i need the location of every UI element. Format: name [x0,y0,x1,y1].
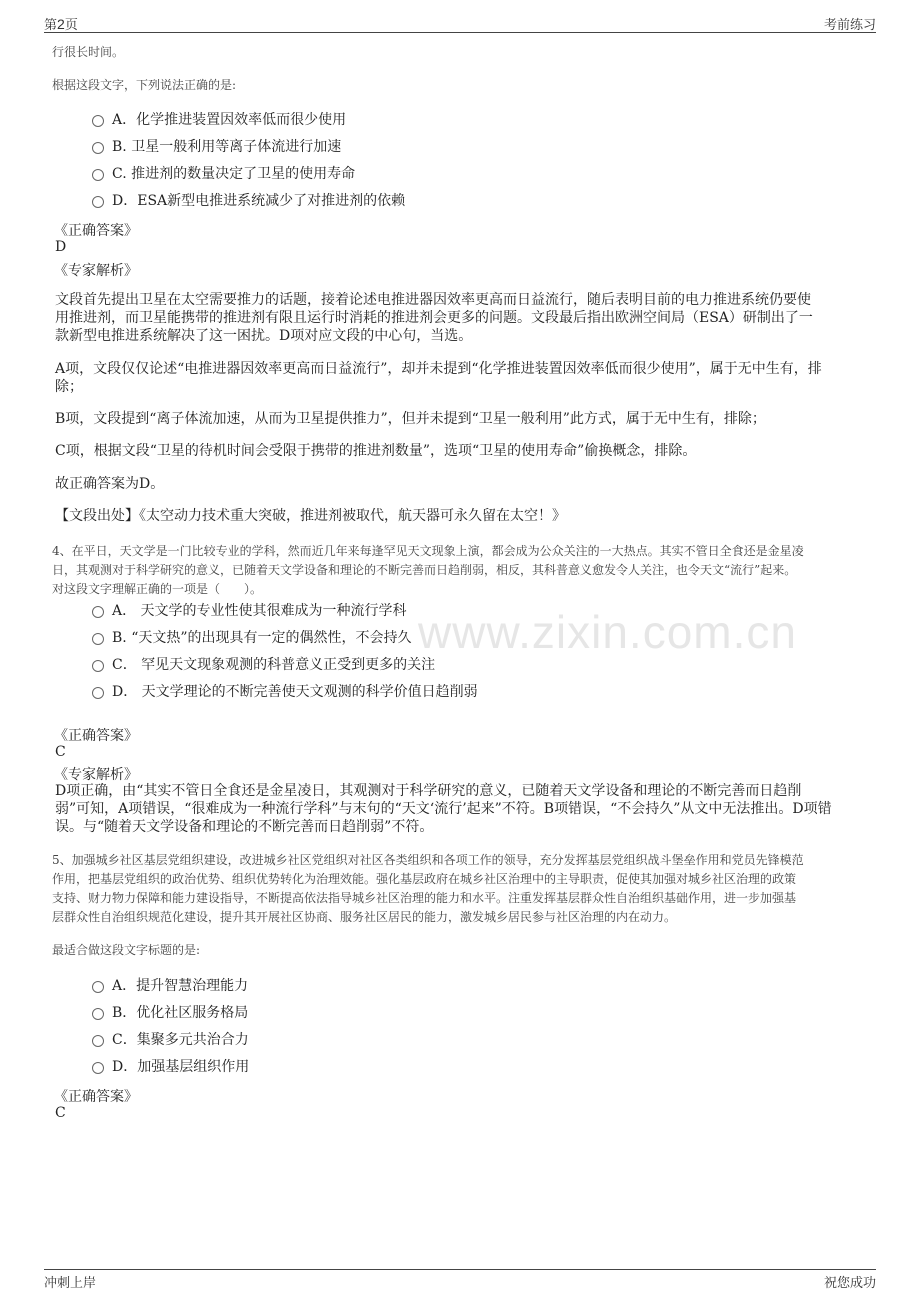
q4-analysis-line: D项正确，由“其实不管日全食还是金星凌日，其观测对于科学研究的意义，已随着天文学设备和理论的不断完善而日趋削 [55,783,802,799]
q3-conclusion: 故正确答案为D。 [55,476,165,492]
q3-prompt: 根据这段文字，下列说法正确的是: [52,78,237,92]
q5-option-c[interactable]: C．集聚多元共治合力 [92,1030,249,1050]
q4-answer-label: 《正确答案》 [54,728,138,744]
q3-analysis-b: B项，文段提到“离子体流加速，从而为卫星提供推力”，但并未提到“卫星一般利用”此方式，属于无中生有，排除； [55,411,766,427]
q3-option-d[interactable]: D．ESA新型电推进系统减少了对推进剂的依赖 [92,191,405,211]
q5-stem-line: 层群众性自治组织规范化建设，提升其开展社区协商、服务社区居民的能力，激发城乡居民参与社区治理的内在动力。 [52,910,677,924]
page-number: 第2页 [44,16,78,33]
radio-icon[interactable] [92,981,104,993]
q5-stem-line: 支持、财力物力保障和能力建设指导，不断提高依法指导城乡社区治理的能力和水平。注重发挥基层群众性自治组织基础作用，进一步加强基 [52,891,797,905]
q3-analysis-c: C项，根据文段“卫星的待机时间会受限于携带的推进剂数量”，选项“卫星的使用寿命”偷换概念，排除。 [55,443,697,459]
q3-analysis-line: 款新型电推进系统解决了这一困扰。D项对应文段的中心句，当选。 [55,328,473,344]
q3-analysis-line: 用推进剂，而卫星能携带的推进剂有限且运行时消耗的推进剂会更多的问题。文段最后指出欧洲空间局（ESA）研制出了一 [55,310,813,326]
watermark: www.zixin.com.cn [418,606,797,658]
q5-answer: C [55,1105,66,1121]
footer-right-text: 祝您成功 [823,1276,876,1291]
q3-answer: D [55,239,67,255]
q5-option-b[interactable]: B．优化社区服务格局 [92,1003,248,1023]
q3-option-a[interactable]: A．化学推进装置因效率低而很少使用 [92,110,346,130]
page-header [44,14,876,33]
q4-option-a[interactable]: A． 天文学的专业性使其很难成为一种流行学科 [92,601,407,621]
q4-option-c[interactable]: C． 罕见天文现象观测的科普意义正受到更多的关注 [92,655,435,675]
radio-icon[interactable] [92,1062,104,1074]
header-right-text: 考前练习 [823,18,876,33]
q3-analysis-line: 文段首先提出卫星在太空需要推力的话题，接着论述电推进器因效率更高而日益流行，随后表明目前的电力推进系统仍要使 [55,292,811,308]
radio-icon[interactable] [92,196,104,208]
q5-option-a[interactable]: A．提升智慧治理能力 [92,976,248,996]
radio-icon[interactable] [92,169,104,181]
q4-option-b[interactable]: B. “天文热”的出现具有一定的偶然性，不会持久 [92,628,412,648]
q3-analysis-a: A项，文段仅仅论述“电推进器因效率更高而日益流行”，却并未提到“化学推进装置因效率低而很少使用”，属于无中生有，排 [55,361,822,377]
radio-icon[interactable] [92,687,104,699]
q3-source: 【文段出处】《太空动力技术重大突破，推进剂被取代，航天器可永久留在太空！》 [55,508,566,524]
radio-icon[interactable] [92,142,104,154]
radio-icon[interactable] [92,115,104,127]
q3-answer-label: 《正确答案》 [54,223,138,239]
q3-continuation: 行很长时间。 [52,45,125,59]
q4-option-d[interactable]: D． 天文学理论的不断完善使天文观测的科学价值日趋削弱 [92,682,478,702]
q4-analysis-label: 《专家解析》 [54,767,138,783]
q5-stem-line: 5、加强城乡社区基层党组织建设，改进城乡社区党组织对社区各类组织和各项工作的领导，充分发挥基层党组织战斗堡垒作用和党员先锋模范 [52,853,804,867]
q5-prompt: 最适合做这段文字标题的是: [52,943,201,957]
q3-analysis-label: 《专家解析》 [54,263,138,279]
q5-answer-label: 《正确答案》 [54,1089,138,1105]
q4-stem-line: 日，其观测对于科学研究的意义，已随着天文学设备和理论的不断完善而日趋削弱，相反，其科普意义愈发令人关注，也令天文“流行”起来。 [52,563,797,577]
q4-analysis-line: 误。与“随着天文学设备和理论的不断完善而日趋削弱”不符。 [55,819,434,835]
q4-stem-line: 对这段文字理解正确的一项是（ ）。 [52,582,263,596]
q3-option-b[interactable]: B. 卫星一般利用等离子体流进行加速 [92,137,341,157]
q4-answer: C [55,744,66,760]
q4-analysis-line: 弱”可知，A项错误，“很难成为一种流行学科”与末句的“天文‘流行’起来”不符。B项错误，“不会持久”从文中无法推出。D项错 [55,801,832,817]
radio-icon[interactable] [92,1035,104,1047]
radio-icon[interactable] [92,606,104,618]
q4-stem-line: 4、在平日，天文学是一门比较专业的学科，然而近几年来每逢罕见天文现象上演，都会成为公众关注的一大热点。其实不管日全食还是金星凌 [52,544,804,558]
q5-stem-line: 作用，把基层党组织的政治优势、组织优势转化为治理效能。强化基层政府在城乡社区治理中的主导职责，促使其加强对城乡社区治理的政策 [52,872,797,886]
q3-analysis-a-cont: 除； [55,379,83,395]
radio-icon[interactable] [92,660,104,672]
radio-icon[interactable] [92,1008,104,1020]
page-footer [44,1269,876,1291]
q5-option-d[interactable]: D．加强基层组织作用 [92,1057,249,1077]
radio-icon[interactable] [92,633,104,645]
footer-left-text: 冲刺上岸 [44,1276,97,1291]
q3-option-c[interactable]: C. 推进剂的数量决定了卫星的使用寿命 [92,164,355,184]
